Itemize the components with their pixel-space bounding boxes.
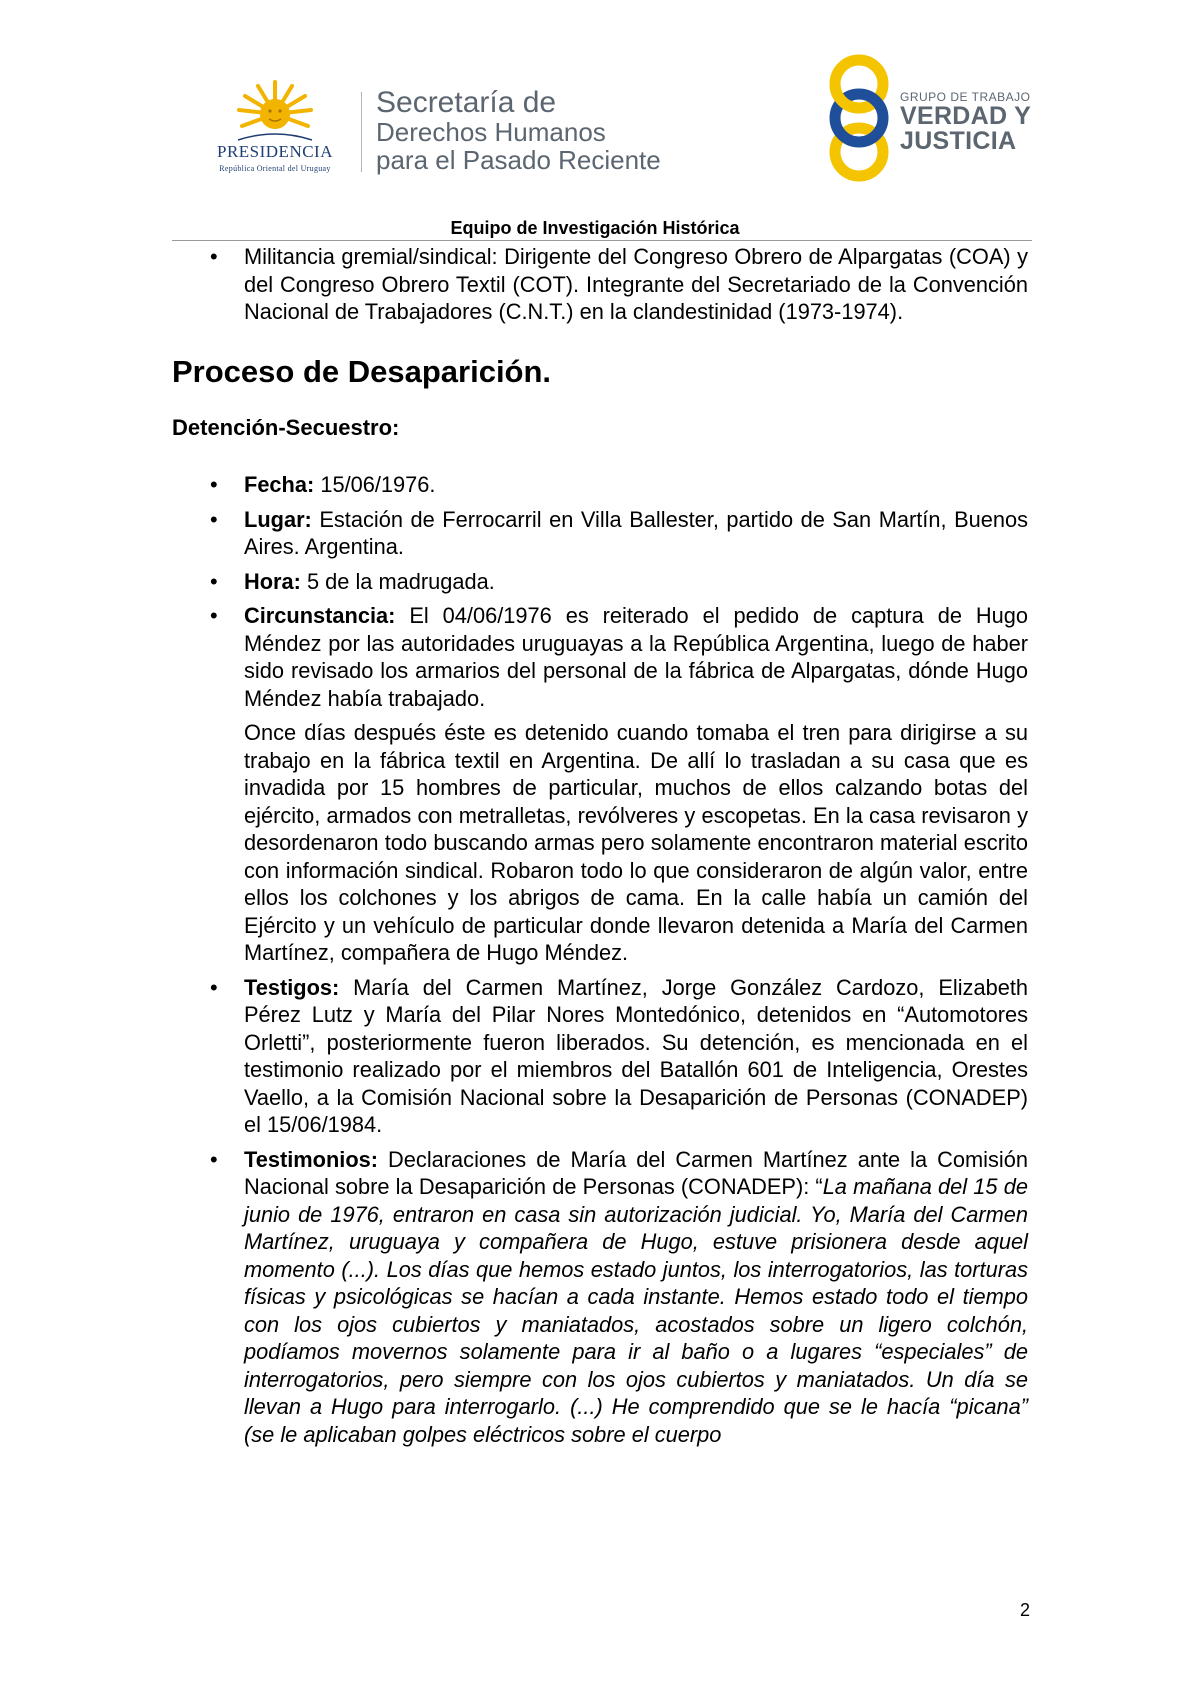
presidencia-logo	[196, 80, 354, 180]
logo-separator	[361, 92, 362, 172]
subsection-title: Detención-Secuestro:	[172, 414, 400, 440]
secretaria-logo-text	[376, 88, 661, 174]
fecha-text: 15/06/1976.	[314, 472, 436, 497]
circunstancia-continuation: Once días después éste es detenido cuando tomaba el tren para dirigirse a su trabajo en la fábrica textil en Argentina. De allí lo trasladan a su casa que es invadida por 15 hombres de particular, muchos de ellos calzando botas del ejército, armados con metralletas, revólveres y escopetas. En la casa revisaron y desordenaron todo buscando armas pero solamente encontraron material escrito con información sindical. Robaron todo lo que consideraron de algún valor, entre ellos los colchones y los abrigos de cama. En la calle había un camión del Ejército y un vehículo de particular donde llevaron detenida a María del Carmen Martínez, compañera de Hugo Méndez.	[244, 720, 1028, 965]
header-rule	[172, 240, 1032, 241]
vyj-line-1: GRUPO DE TRABAJO	[900, 90, 1031, 104]
circunstancia-text: El 04/06/1976 es reiterado el pedido de captura de Hugo Méndez por las autoridades uruguayas a la República Argentina, luego de haber sido revisado los armarios del personal de la fábrica de Alpargatas, dónde Hugo Méndez había trabajado.	[244, 603, 1028, 711]
list-item-testigos	[172, 974, 1028, 1139]
testimonios-text: Declaraciones de María del Carmen Martínez ante la Comisión Nacional sobre la Desaparición de Personas (CONADEP): “	[244, 1146, 1028, 1199]
secretaria-line-1: Secretaría de	[376, 86, 557, 119]
list-item-fecha	[172, 471, 1028, 499]
presidencia-name: PRESIDENCIA	[216, 142, 333, 161]
lugar-text: Estación de Ferrocarril en Villa Ballester, partido de San Martín, Buenos Aires. Argentina.	[244, 506, 1028, 559]
secretaria-line-2: Derechos Humanos	[376, 117, 606, 147]
militancia-bullet: • Militancia gremial/sindical: Dirigente del Congreso Obrero de Alpargatas (COA) y del Congreso Obrero Textil (COT). Integrante del Secretariado de la Convención Nacional de Trabajadores (C.N.T.) en la clandestinidad (1973-1974).	[172, 243, 1028, 326]
document-body	[172, 243, 1028, 1455]
list-item-hora	[172, 568, 1028, 596]
list-item-circunstancia	[172, 602, 1028, 712]
page-header	[0, 0, 1190, 240]
testigos-label: Testigos:	[244, 974, 340, 1000]
team-title: Equipo de Investigación Histórica	[450, 218, 740, 238]
vyj-line-2: VERDAD Y	[900, 102, 1032, 130]
verdad-justicia-rings-icon	[822, 54, 896, 182]
verdad-justicia-text	[900, 90, 1031, 154]
list-item-lugar	[172, 506, 1028, 561]
fecha-label: Fecha:	[244, 472, 315, 497]
testimonios-label: Testimonios:	[244, 1146, 379, 1172]
testimonios-quote: La mañana del 15 de junio de 1976, entraron en casa sin autorización judicial. Yo, María del Carmen Martínez, uruguaya y compañera de Hugo, estuve prisionera desde aquel momento (...). Los días que hemos estado juntos, los interrogatorios, las torturas físicas y psicológicas se hacían a cada instante. Hemos estado todo el tiempo con los ojos cubiertos y maniatados, acostados sobre un ligero colchón, podíamos movernos solamente para ir al baño o a lugares “especiales” de interrogatorios, pero siempre con los ojos cubiertos y maniatados. Un día se llevan a Hugo para interrogarlo. (...) He comprendido que se le hacía “picana” (se le aplicaban golpes eléctricos sobre el cuerpo	[244, 1174, 1028, 1447]
secretaria-line-3: para el Pasado Reciente	[376, 145, 661, 175]
presidencia-subtitle: República Oriental del Uruguay	[219, 164, 331, 173]
detention-list	[172, 471, 1028, 1448]
list-item-testimonios	[172, 1146, 1028, 1449]
testigos-text: María del Carmen Martínez, Jorge González Cardozo, Elizabeth Pérez Lutz y María del Pilar Nores Montedónico, detenidos en “Automotores Orletti”, posteriormente fueron liberados. Su detención, es mencionada en el testimonio realizado por el miembros del Batallón 601 de Inteligencia, Orestes Vaello, a la Comisión Nacional sobre la Desaparición de Personas (CONADEP) el 15/06/1984.	[244, 974, 1028, 1137]
hora-label: Hora:	[244, 568, 301, 594]
page-number: 2	[1020, 1600, 1031, 1620]
circunstancia-label: Circunstancia:	[244, 603, 396, 628]
vyj-line-3: JUSTICIA	[900, 127, 1017, 155]
hora-text: 5 de la madrugada.	[300, 568, 495, 594]
sun-emblem-icon	[236, 80, 314, 142]
lugar-label: Lugar:	[244, 506, 312, 532]
section-title: Proceso de Desaparición.	[172, 353, 552, 389]
